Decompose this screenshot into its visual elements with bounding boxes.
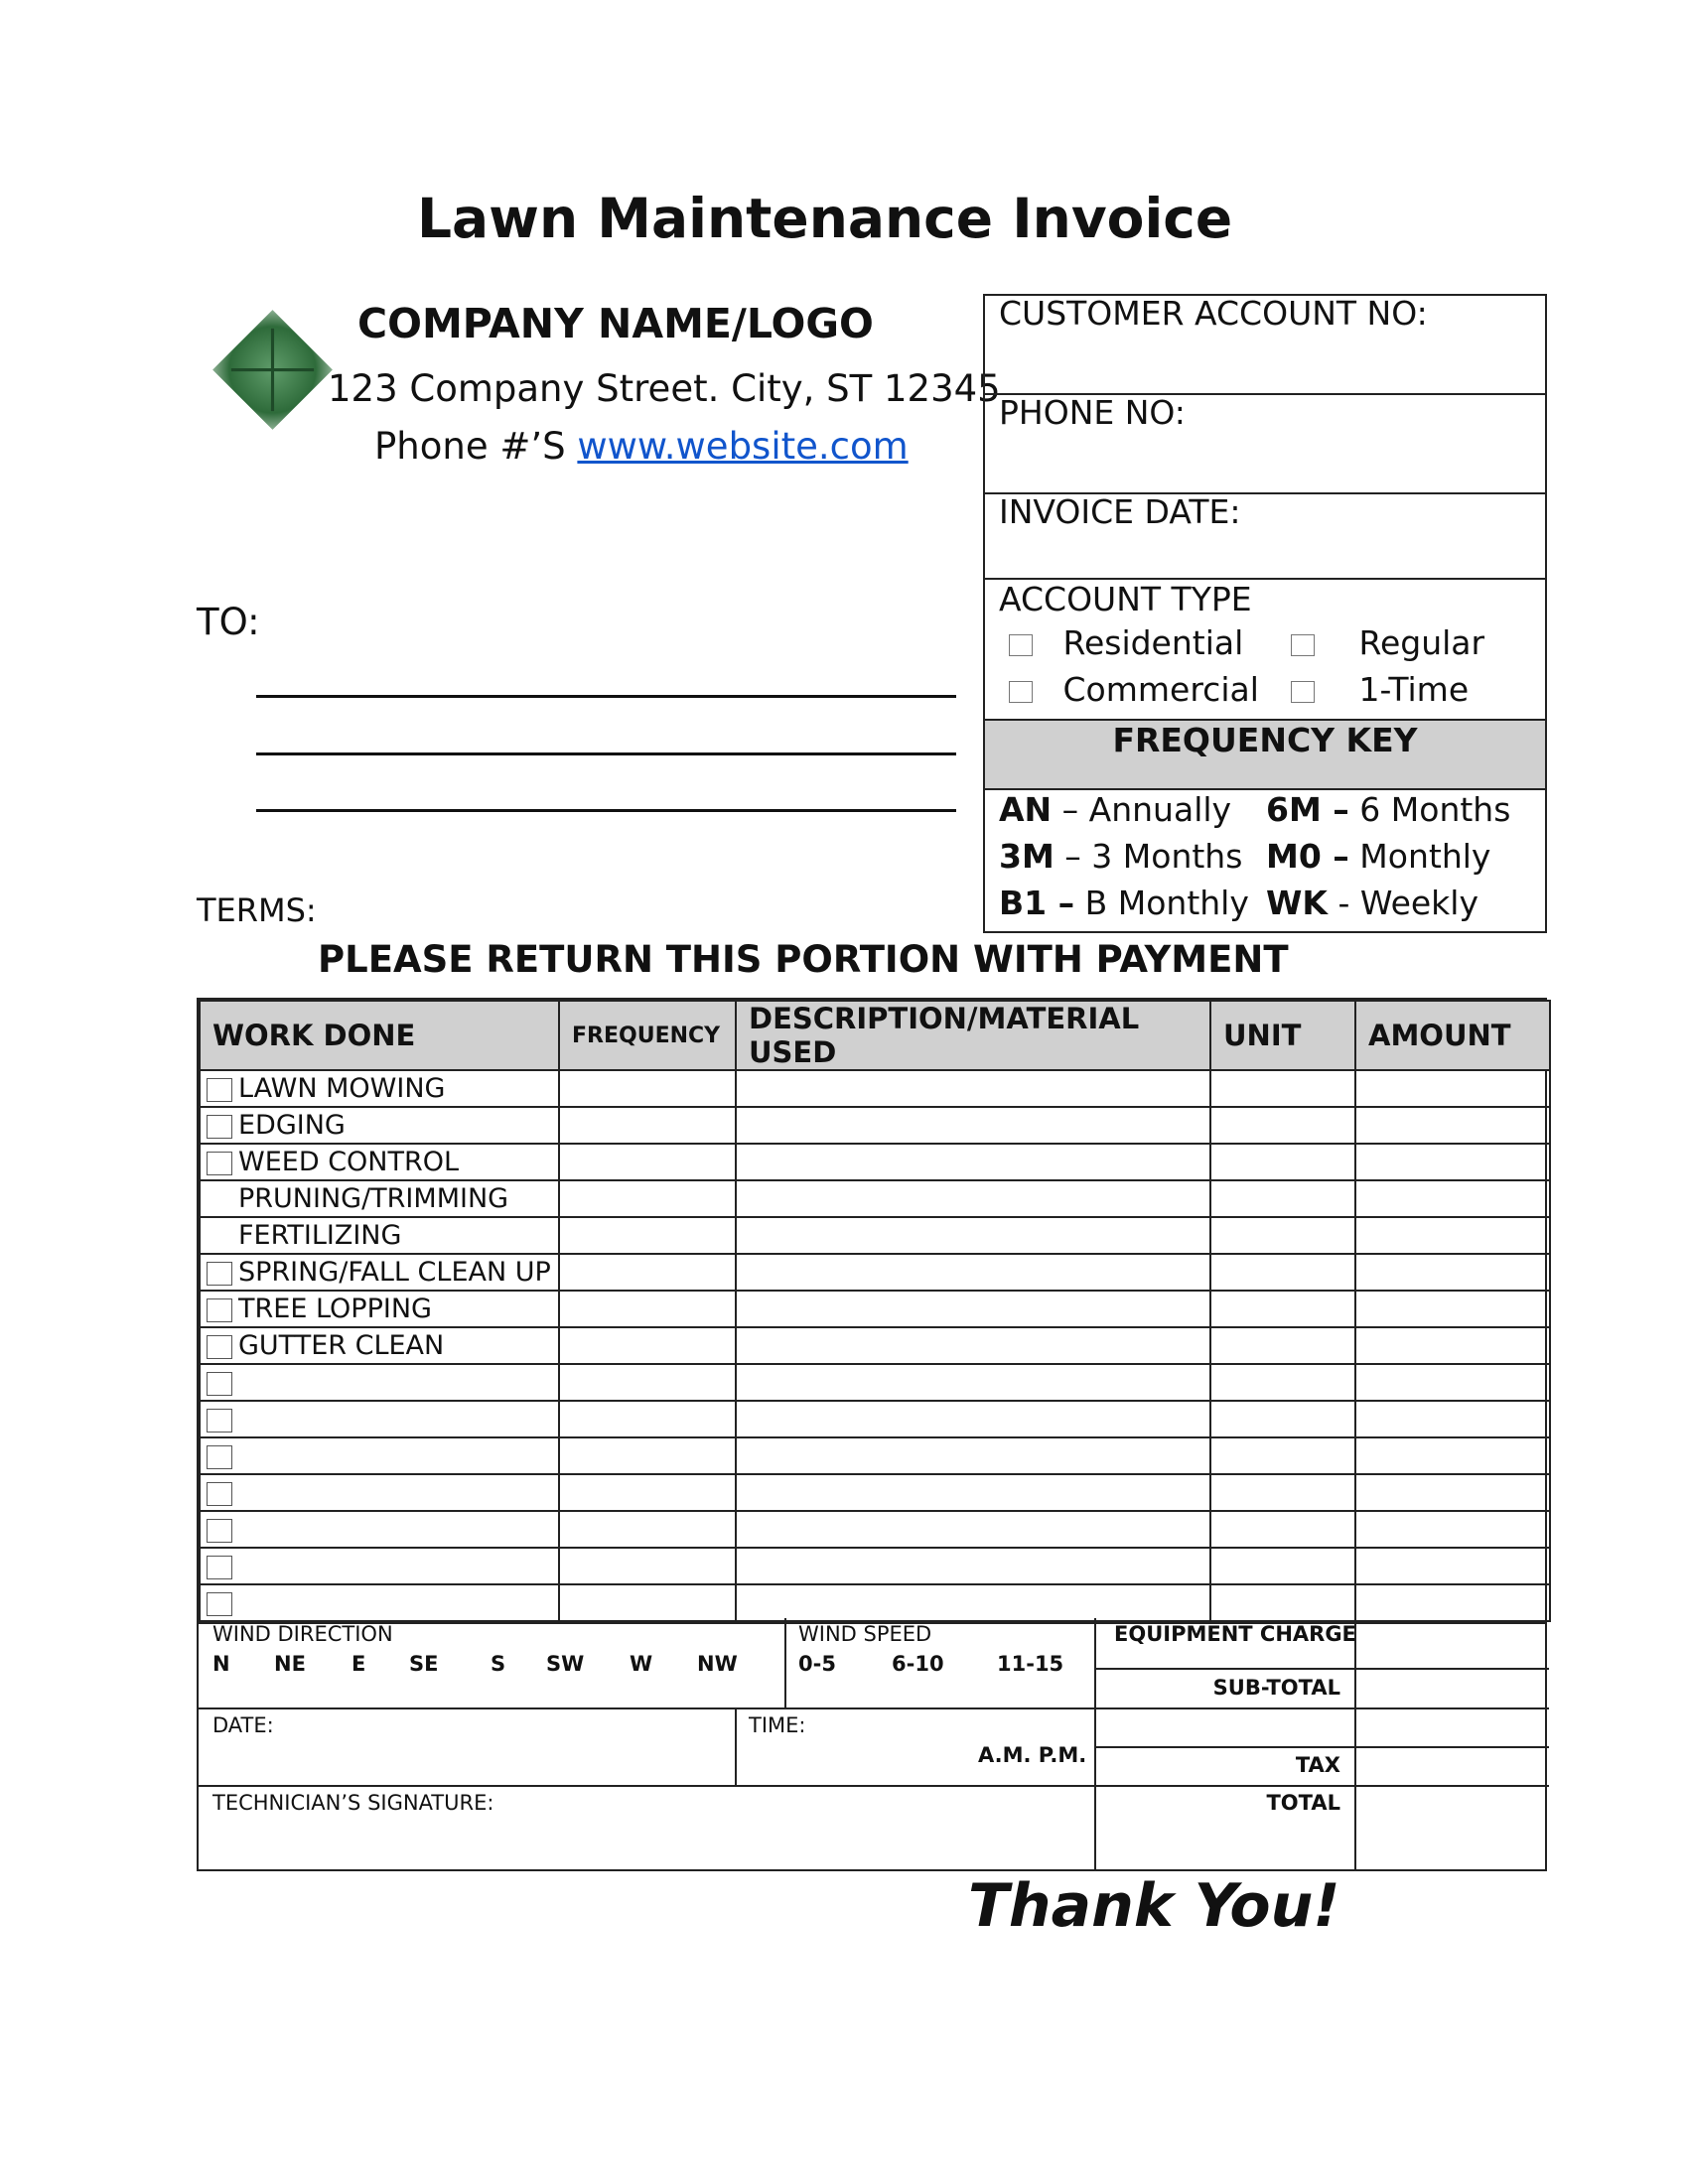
amount-cell[interactable] — [1355, 1474, 1550, 1511]
description-cell[interactable] — [736, 1107, 1210, 1144]
work-label: WEED CONTROL — [238, 1147, 460, 1177]
unit-cell[interactable] — [1210, 1584, 1355, 1621]
frequency-key-label: FREQUENCY KEY — [1112, 721, 1418, 759]
freq-item: 6M – 6 Months — [1266, 790, 1511, 829]
table-row — [200, 1511, 1550, 1548]
work-checkbox[interactable] — [207, 1445, 232, 1469]
work-checkbox[interactable] — [207, 1372, 232, 1396]
description-cell[interactable] — [736, 1180, 1210, 1217]
amount-cell[interactable] — [1355, 1217, 1550, 1254]
work-checkbox[interactable] — [207, 1556, 232, 1579]
header-unit: UNIT — [1210, 1001, 1355, 1070]
work-checkbox[interactable] — [207, 1262, 232, 1286]
table-row — [200, 1437, 1550, 1474]
thank-you-text: Thank You! — [968, 1871, 1340, 1941]
freq-item: B1 – B Monthly — [999, 884, 1249, 922]
wind-speed-label: WIND SPEED — [798, 1622, 932, 1646]
unit-cell[interactable] — [1210, 1548, 1355, 1584]
header-frequency: FREQUENCY — [559, 1001, 736, 1070]
table-row — [200, 1327, 1550, 1364]
frequency-cell[interactable] — [559, 1364, 736, 1401]
direction-w[interactable]: W — [630, 1652, 653, 1676]
frequency-cell[interactable] — [559, 1107, 736, 1144]
work-done-cell[interactable] — [200, 1584, 559, 1621]
unit-cell[interactable] — [1210, 1401, 1355, 1437]
one-time-label: 1-Time — [1358, 670, 1470, 709]
frequency-cell[interactable] — [559, 1474, 736, 1511]
unit-cell[interactable] — [1210, 1474, 1355, 1511]
work-done-cell[interactable] — [200, 1254, 559, 1291]
phone-label: Phone #’S — [374, 425, 566, 468]
freq-item: AN – Annually — [999, 790, 1232, 829]
time-label: TIME: — [749, 1713, 806, 1737]
technician-signature-label: TECHNICIAN’S SIGNATURE: — [212, 1791, 494, 1815]
work-checkbox[interactable] — [207, 1152, 232, 1175]
description-cell[interactable] — [736, 1401, 1210, 1437]
header-work-done: WORK DONE — [200, 1001, 559, 1070]
direction-nw[interactable]: NW — [697, 1652, 738, 1676]
work-label: GUTTER CLEAN — [238, 1330, 445, 1361]
description-cell[interactable] — [736, 1291, 1210, 1327]
customer-info-box — [983, 294, 1547, 933]
table-row — [200, 1291, 1550, 1327]
amount-cell[interactable] — [1355, 1584, 1550, 1621]
residential-checkbox[interactable] — [1009, 634, 1033, 656]
frequency-cell[interactable] — [559, 1217, 736, 1254]
to-label: TO: — [197, 601, 260, 643]
freq-item: M0 – Monthly — [1266, 837, 1491, 876]
website-link[interactable]: www.website.com — [577, 425, 909, 468]
table-row — [200, 1144, 1550, 1180]
description-cell[interactable] — [736, 1548, 1210, 1584]
table-row — [200, 1217, 1550, 1254]
work-checkbox[interactable] — [207, 1409, 232, 1433]
direction-s[interactable]: S — [491, 1652, 506, 1676]
direction-e[interactable]: E — [352, 1652, 366, 1676]
work-done-cell[interactable] — [200, 1291, 559, 1327]
unit-cell[interactable] — [1210, 1070, 1355, 1107]
regular-label: Regular — [1358, 623, 1485, 662]
commercial-checkbox[interactable] — [1009, 681, 1033, 703]
work-table — [197, 998, 1547, 1624]
description-cell[interactable] — [736, 1070, 1210, 1107]
account-no-label: CUSTOMER ACCOUNT NO: — [999, 294, 1428, 333]
work-label: TREE LOPPING — [238, 1294, 432, 1324]
unit-cell[interactable] — [1210, 1364, 1355, 1401]
work-done-cell[interactable] — [200, 1070, 559, 1107]
description-cell[interactable] — [736, 1511, 1210, 1548]
unit-cell[interactable] — [1210, 1254, 1355, 1291]
work-checkbox[interactable] — [207, 1298, 232, 1322]
terms-label: TERMS: — [197, 891, 317, 929]
am-pm-label: A.M. P.M. — [978, 1743, 1087, 1767]
freq-item: WK - Weekly — [1266, 884, 1478, 922]
account-type-section — [985, 580, 1545, 721]
description-cell[interactable] — [736, 1364, 1210, 1401]
header-amount: AMOUNT — [1355, 1001, 1550, 1070]
amount-cell[interactable] — [1355, 1327, 1550, 1364]
unit-cell[interactable] — [1210, 1327, 1355, 1364]
header-description: DESCRIPTION/MATERIAL USED — [736, 1001, 1210, 1070]
description-cell[interactable] — [736, 1474, 1210, 1511]
work-done-cell[interactable] — [200, 1364, 559, 1401]
invoice-date-field[interactable] — [985, 494, 1545, 580]
work-done-cell[interactable] — [200, 1144, 559, 1180]
account-no-field[interactable] — [985, 296, 1545, 395]
work-checkbox[interactable] — [207, 1519, 232, 1543]
table-row — [200, 1401, 1550, 1437]
table-row — [200, 1548, 1550, 1584]
table-row — [200, 1254, 1550, 1291]
work-checkbox[interactable] — [207, 1115, 232, 1139]
amount-cell[interactable] — [1355, 1180, 1550, 1217]
work-done-cell[interactable] — [200, 1511, 559, 1548]
table-row — [200, 1180, 1550, 1217]
amount-cell[interactable] — [1355, 1401, 1550, 1437]
commercial-label: Commercial — [1062, 670, 1259, 709]
amount-cell[interactable] — [1355, 1254, 1550, 1291]
speed-11-15[interactable]: 11-15 — [997, 1652, 1064, 1676]
one-time-checkbox[interactable] — [1291, 681, 1315, 703]
work-done-cell[interactable] — [200, 1548, 559, 1584]
frequency-cell[interactable] — [559, 1437, 736, 1474]
to-address-line[interactable] — [256, 752, 956, 755]
amount-cell[interactable] — [1355, 1070, 1550, 1107]
unit-cell[interactable] — [1210, 1107, 1355, 1144]
table-row — [200, 1364, 1550, 1401]
frequency-key-header — [985, 721, 1545, 790]
frequency-cell[interactable] — [559, 1511, 736, 1548]
amount-cell[interactable] — [1355, 1364, 1550, 1401]
wind-direction-label: WIND DIRECTION — [212, 1622, 393, 1646]
frequency-cell[interactable] — [559, 1144, 736, 1180]
invoice-title: Lawn Maintenance Invoice — [417, 187, 1233, 250]
account-type-label: ACCOUNT TYPE — [999, 580, 1252, 618]
tax-label: TAX — [1295, 1753, 1340, 1777]
phone-no-label: PHONE NO: — [999, 393, 1186, 432]
return-notice: PLEASE RETURN THIS PORTION WITH PAYMENT — [318, 938, 1289, 981]
speed-6-10[interactable]: 6-10 — [892, 1652, 944, 1676]
work-label: PRUNING/TRIMMING — [238, 1183, 509, 1214]
work-done-cell[interactable] — [200, 1437, 559, 1474]
frequency-cell[interactable] — [559, 1180, 736, 1217]
direction-sw[interactable]: SW — [546, 1652, 585, 1676]
work-checkbox[interactable] — [207, 1078, 232, 1102]
table-header-row — [200, 1001, 1550, 1070]
company-logo — [211, 308, 335, 432]
company-phone — [374, 425, 909, 468]
total-label: TOTAL — [1266, 1791, 1340, 1815]
frequency-cell[interactable] — [559, 1327, 736, 1364]
work-label: SPRING/FALL CLEAN UP — [238, 1257, 551, 1288]
frequency-cell[interactable] — [559, 1584, 736, 1621]
to-address-line[interactable] — [256, 695, 956, 698]
description-cell[interactable] — [736, 1217, 1210, 1254]
unit-cell[interactable] — [1210, 1144, 1355, 1180]
work-checkbox[interactable] — [207, 1335, 232, 1359]
table-row — [200, 1584, 1550, 1621]
phone-no-field[interactable] — [985, 395, 1545, 494]
invoice-date-label: INVOICE DATE: — [999, 492, 1241, 531]
frequency-key-list — [985, 790, 1545, 931]
unit-cell[interactable] — [1210, 1180, 1355, 1217]
date-label: DATE: — [212, 1713, 274, 1737]
work-done-cell[interactable] — [200, 1327, 559, 1364]
speed-0-5[interactable]: 0-5 — [798, 1652, 836, 1676]
frequency-cell[interactable] — [559, 1548, 736, 1584]
frequency-cell[interactable] — [559, 1291, 736, 1327]
description-cell[interactable] — [736, 1584, 1210, 1621]
regular-checkbox[interactable] — [1291, 634, 1315, 656]
unit-cell[interactable] — [1210, 1511, 1355, 1548]
description-cell[interactable] — [736, 1437, 1210, 1474]
description-cell[interactable] — [736, 1254, 1210, 1291]
work-label: LAWN MOWING — [238, 1073, 446, 1104]
company-name: COMPANY NAME/LOGO — [357, 300, 874, 347]
table-row — [200, 1474, 1550, 1511]
to-address-line[interactable] — [256, 809, 956, 812]
work-done-cell[interactable] — [200, 1217, 559, 1254]
job-details-section — [197, 1618, 1547, 1871]
subtotal-label: SUB-TOTAL — [1212, 1676, 1340, 1700]
amount-cell[interactable] — [1355, 1144, 1550, 1180]
description-cell[interactable] — [736, 1144, 1210, 1180]
frequency-cell[interactable] — [559, 1401, 736, 1437]
work-done-cell[interactable] — [200, 1107, 559, 1144]
direction-n[interactable]: N — [212, 1652, 230, 1676]
work-checkbox[interactable] — [207, 1592, 232, 1616]
amount-cell[interactable] — [1355, 1437, 1550, 1474]
unit-cell[interactable] — [1210, 1291, 1355, 1327]
description-cell[interactable] — [736, 1327, 1210, 1364]
freq-item: 3M – 3 Months — [999, 837, 1243, 876]
work-done-cell[interactable] — [200, 1401, 559, 1437]
amount-cell[interactable] — [1355, 1107, 1550, 1144]
direction-se[interactable]: SE — [409, 1652, 439, 1676]
work-done-cell[interactable] — [200, 1474, 559, 1511]
amount-cell[interactable] — [1355, 1548, 1550, 1584]
equipment-charge-label: EQUIPMENT CHARGE — [1114, 1622, 1356, 1646]
company-address: 123 Company Street. City, ST 12345 — [328, 367, 1001, 410]
frequency-cell[interactable] — [559, 1254, 736, 1291]
work-label: EDGING — [238, 1110, 346, 1141]
residential-label: Residential — [1062, 623, 1244, 662]
unit-cell[interactable] — [1210, 1217, 1355, 1254]
work-done-cell[interactable] — [200, 1180, 559, 1217]
work-checkbox[interactable] — [207, 1482, 232, 1506]
table-row — [200, 1107, 1550, 1144]
direction-ne[interactable]: NE — [274, 1652, 306, 1676]
frequency-cell[interactable] — [559, 1070, 736, 1107]
amount-cell[interactable] — [1355, 1291, 1550, 1327]
work-label: FERTILIZING — [238, 1220, 402, 1251]
amount-cell[interactable] — [1355, 1511, 1550, 1548]
table-row — [200, 1070, 1550, 1107]
unit-cell[interactable] — [1210, 1437, 1355, 1474]
